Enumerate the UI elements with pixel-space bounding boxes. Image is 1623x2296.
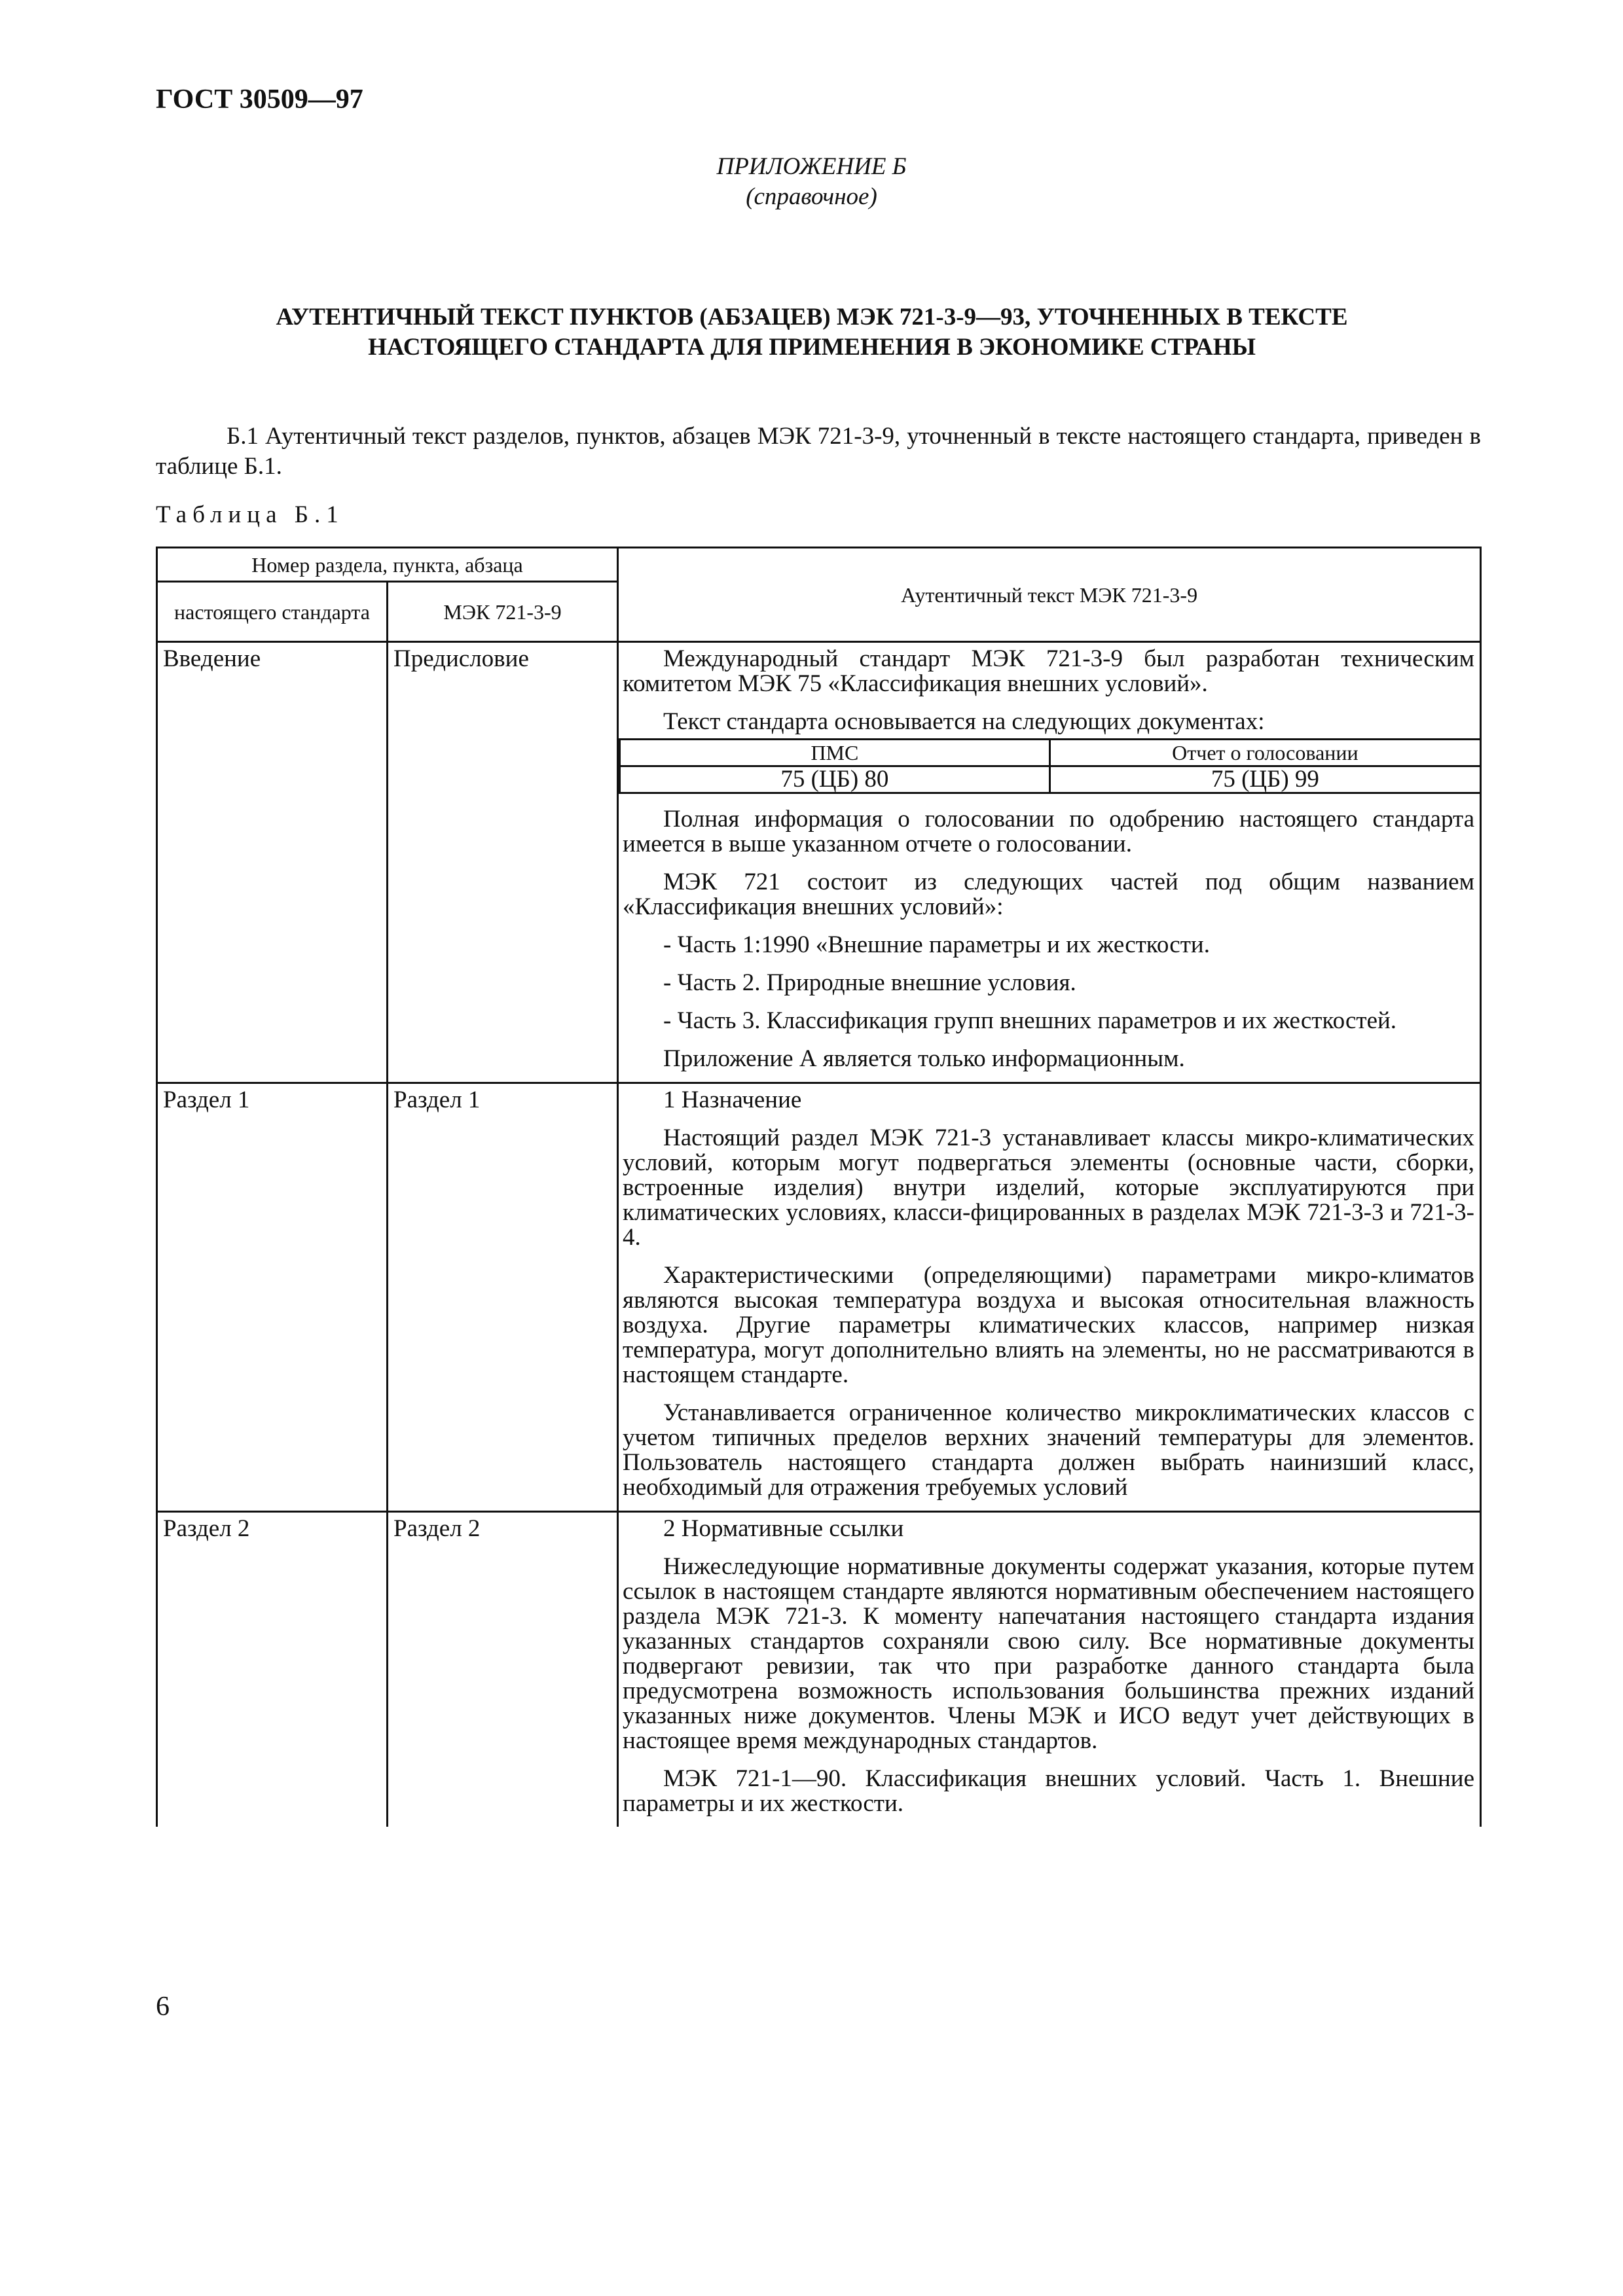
row-num-iec: Раздел 1 <box>388 1083 618 1512</box>
table-row <box>157 1083 1481 1512</box>
intro-paragraph: Б.1 Аутентичный текст разделов, пунктов, абзацев МЭК 721-3-9, уточненный в тексте настоящего стандарта, приведен в таблице Б.1. <box>156 423 1481 480</box>
appendix-heading <box>0 152 1623 212</box>
paragraph: - Часть 1:1990 «Внешние параметры и их жесткости. <box>663 931 1210 958</box>
voting-header-report: Отчет о голосовании <box>1049 740 1480 766</box>
paragraph: Устанавливается ограниченное количество микроклиматических классов с учетом типичных пределов верхних значений температуры для элементов. Пользователь настоящего стандарта должен выбрать наинизший класс, необходимый для отражения требуемых условий <box>623 1399 1475 1501</box>
row-num-iec: Предисловие <box>388 642 618 1083</box>
voting-table <box>619 738 1480 794</box>
header-authentic-text: Аутентичный текст МЭК 721-3-9 <box>618 548 1481 642</box>
paragraph: 2 Нормативные ссылки <box>663 1515 904 1542</box>
paragraph: - Часть 2. Природные внешние условия. <box>663 969 1076 996</box>
paragraph: Полная информация о голосовании по одобрению настоящего стандарта имеется в выше указанном отчете о голосовании. <box>623 806 1475 857</box>
correspondence-table <box>156 547 1482 1827</box>
voting-value-pms: 75 (ЦБ) 80 <box>620 766 1050 793</box>
header-group: Номер раздела, пункта, абзаца <box>157 548 618 582</box>
header-this-standard: настоящего стандарта <box>157 582 388 642</box>
row-text <box>618 1083 1481 1512</box>
paragraph: Международный стандарт МЭК 721-3-9 был разработан техническим комитетом МЭК 75 «Классификация внешних условий». <box>623 645 1475 697</box>
paragraph: 1 Назначение <box>663 1086 802 1113</box>
table-row <box>157 642 1481 1083</box>
row-num-this-standard: Раздел 1 <box>157 1083 388 1512</box>
paragraph: МЭК 721 состоит из следующих частей под общим названием «Классификация внешних условий»: <box>623 869 1475 920</box>
voting-header-pms: ПМС <box>620 740 1050 766</box>
document-title <box>196 302 1427 363</box>
paragraph: Характеристическими (определяющими) параметрами микро-климатов являются высокая температура воздуха и высокая относительная влажность воздуха. Другие параметры климатических классов, например низкая температура, могут дополнительно влиять на элементы, но не рассматриваются в настоящем стандарте. <box>623 1262 1475 1388</box>
paragraph: Приложение А является только информационным. <box>663 1045 1185 1072</box>
page-number: 6 <box>156 1992 170 2022</box>
row-num-iec: Раздел 2 <box>388 1512 618 1827</box>
table-row <box>157 1512 1481 1827</box>
row-num-this-standard: Введение <box>157 642 388 1083</box>
appendix-label: ПРИЛОЖЕНИЕ Б <box>716 153 907 180</box>
header-iec: МЭК 721-3-9 <box>388 582 618 642</box>
paragraph: МЭК 721-1—90. Классификация внешних условий. Часть 1. Внешние параметры и их жесткости. <box>623 1765 1475 1817</box>
paragraph: Настоящий раздел МЭК 721-3 устанавливает классы микро-климатических условий, которым могут подвергаться элементы (основные части, сборки, встроенные изделия) внутри изделий, которые эксплуатируются при климатических условиях, класси-фицированных в разделах МЭК 721-3-3 и 721-3-4. <box>623 1124 1475 1251</box>
paragraph: Текст стандарта основывается на следующих документах: <box>663 708 1265 735</box>
appendix-note: (справочное) <box>746 183 877 210</box>
document-id: ГОСТ 30509—97 <box>156 84 363 115</box>
row-text <box>618 642 1481 1083</box>
paragraph: Нижеследующие нормативные документы содержат указания, которые путем ссылок в настоящем стандарте являются нормативным обеспечением настоящего раздела МЭК 721-3. К моменту напечатания настоящего стандарта издания указанных стандартов сохраняли свою силу. Все нормативные документы подвергают ревизии, так что при разработке данного стандарта была предусмотрена возможность использования большинства прежних изданий указанных ниже документов. Члены МЭК и ИСО ведут учет действующих в настоящее время международных стандартов. <box>623 1553 1475 1754</box>
row-num-this-standard: Раздел 2 <box>157 1512 388 1827</box>
title-line-1: АУТЕНТИЧНЫЙ ТЕКСТ ПУНКТОВ (АБЗАЦЕВ) МЭК 721-3-9—93, УТОЧНЕННЫХ В ТЕКСТЕ <box>276 304 1348 331</box>
paragraph: - Часть 3. Классификация групп внешних параметров и их жесткостей. <box>663 1007 1397 1034</box>
title-line-2: НАСТОЯЩЕГО СТАНДАРТА ДЛЯ ПРИМЕНЕНИЯ В ЭКОНОМИКЕ СТРАНЫ <box>368 334 1256 361</box>
voting-value-report: 75 (ЦБ) 99 <box>1049 766 1480 793</box>
row-text <box>618 1512 1481 1827</box>
table-caption: Таблица Б.1 <box>156 501 344 528</box>
